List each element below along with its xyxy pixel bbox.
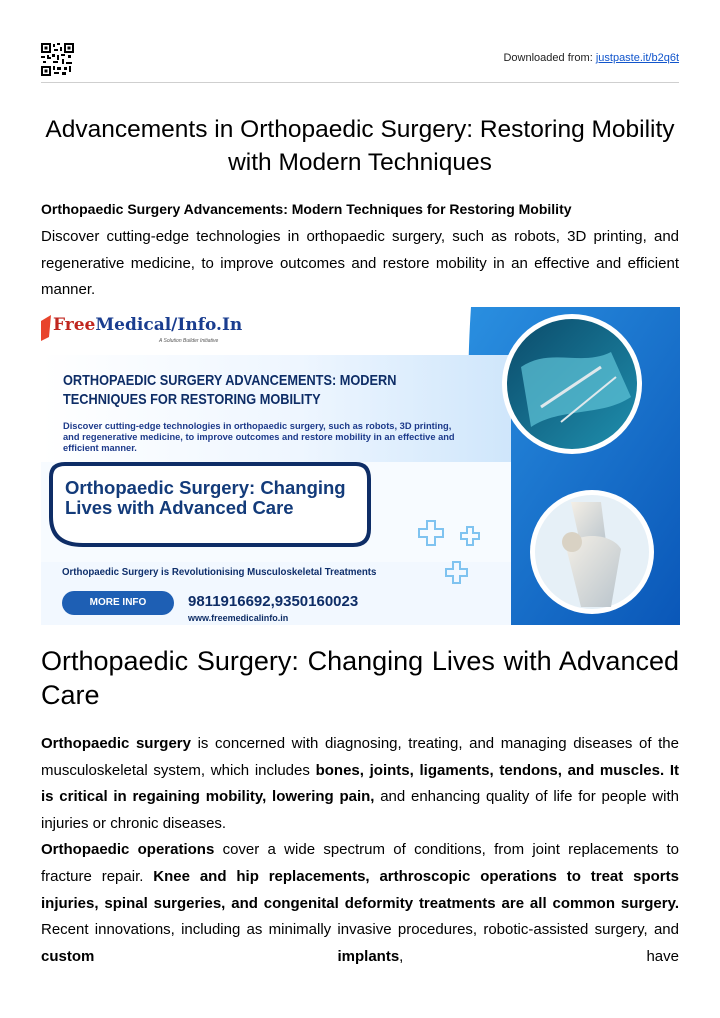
more-info-button[interactable]: MORE INFO — [62, 591, 174, 615]
banner-box-title: Orthopaedic Surgery: Changing Lives with Advanced Care — [65, 477, 346, 518]
intro-paragraph: Discover cutting-edge technologies in orthopaedic surgery, such as robots, 3D printing, and regenerative medicine, to improve outcomes and restore mobility in an effective and efficient manner. — [41, 228, 679, 298]
subheading: Orthopaedic Surgery Advancements: Modern Techniques for Restoring Mobility — [41, 201, 572, 217]
document-title: Advancements in Orthopaedic Surgery: Restoring Mobility with Modern Techniques — [45, 116, 675, 176]
download-source — [503, 52, 679, 64]
source-link[interactable]: justpaste.it/b2q6t — [595, 52, 679, 64]
banner-subline: Orthopaedic Surgery is Revolutionising Musculoskeletal Treatments — [62, 567, 377, 578]
promo-banner — [41, 307, 680, 625]
freemedicalinfo-logo: FreeMedical/Info.In — [53, 315, 243, 335]
download-prefix: Downloaded from: — [503, 52, 593, 64]
paragraph-2: Orthopaedic operations cover a wide spectrum of conditions, from joint replacements to fracture repair. Knee and hip replacements, arthroscopic operations to treat sports injuries, spinal surgeries, and congenital deformity treatments are all common surgery. Recent innovations, including as minimally invasive procedures, robotic-assisted surgery, and custom implants, have — [41, 841, 679, 965]
section-heading: Orthopaedic Surgery: Changing Lives with Advanced Care — [41, 646, 679, 710]
banner-description: Discover cutting-edge technologies in orthopaedic surgery, such as robots, 3D printing, and regenerative medicine, to improve outcomes and restore mobility in an effective and efficient manner. — [63, 421, 455, 453]
banner-website: www.freemedicalinfo.in — [188, 613, 289, 623]
paragraph-1: Orthopaedic surgery is concerned with diagnosing, treating, and managing diseases of the musculoskeletal system, which includes bones, joints, ligaments, tendons, and muscles. It is critical in regaining mobility, lowering pain, and enhancing quality of life for people with injuries or chronic diseases. — [41, 735, 679, 832]
banner-phone: 9811916692,9350160023 — [188, 593, 359, 610]
qr-code-icon — [41, 43, 74, 76]
header-divider — [41, 82, 679, 83]
section-body — [41, 731, 679, 970]
banner-headline: ORTHOPAEDIC SURGERY ADVANCEMENTS: MODERN TECHNIQUES FOR RESTORING MOBILITY — [63, 372, 397, 408]
logo-tagline: A Solution Builder Initiative — [159, 338, 219, 344]
